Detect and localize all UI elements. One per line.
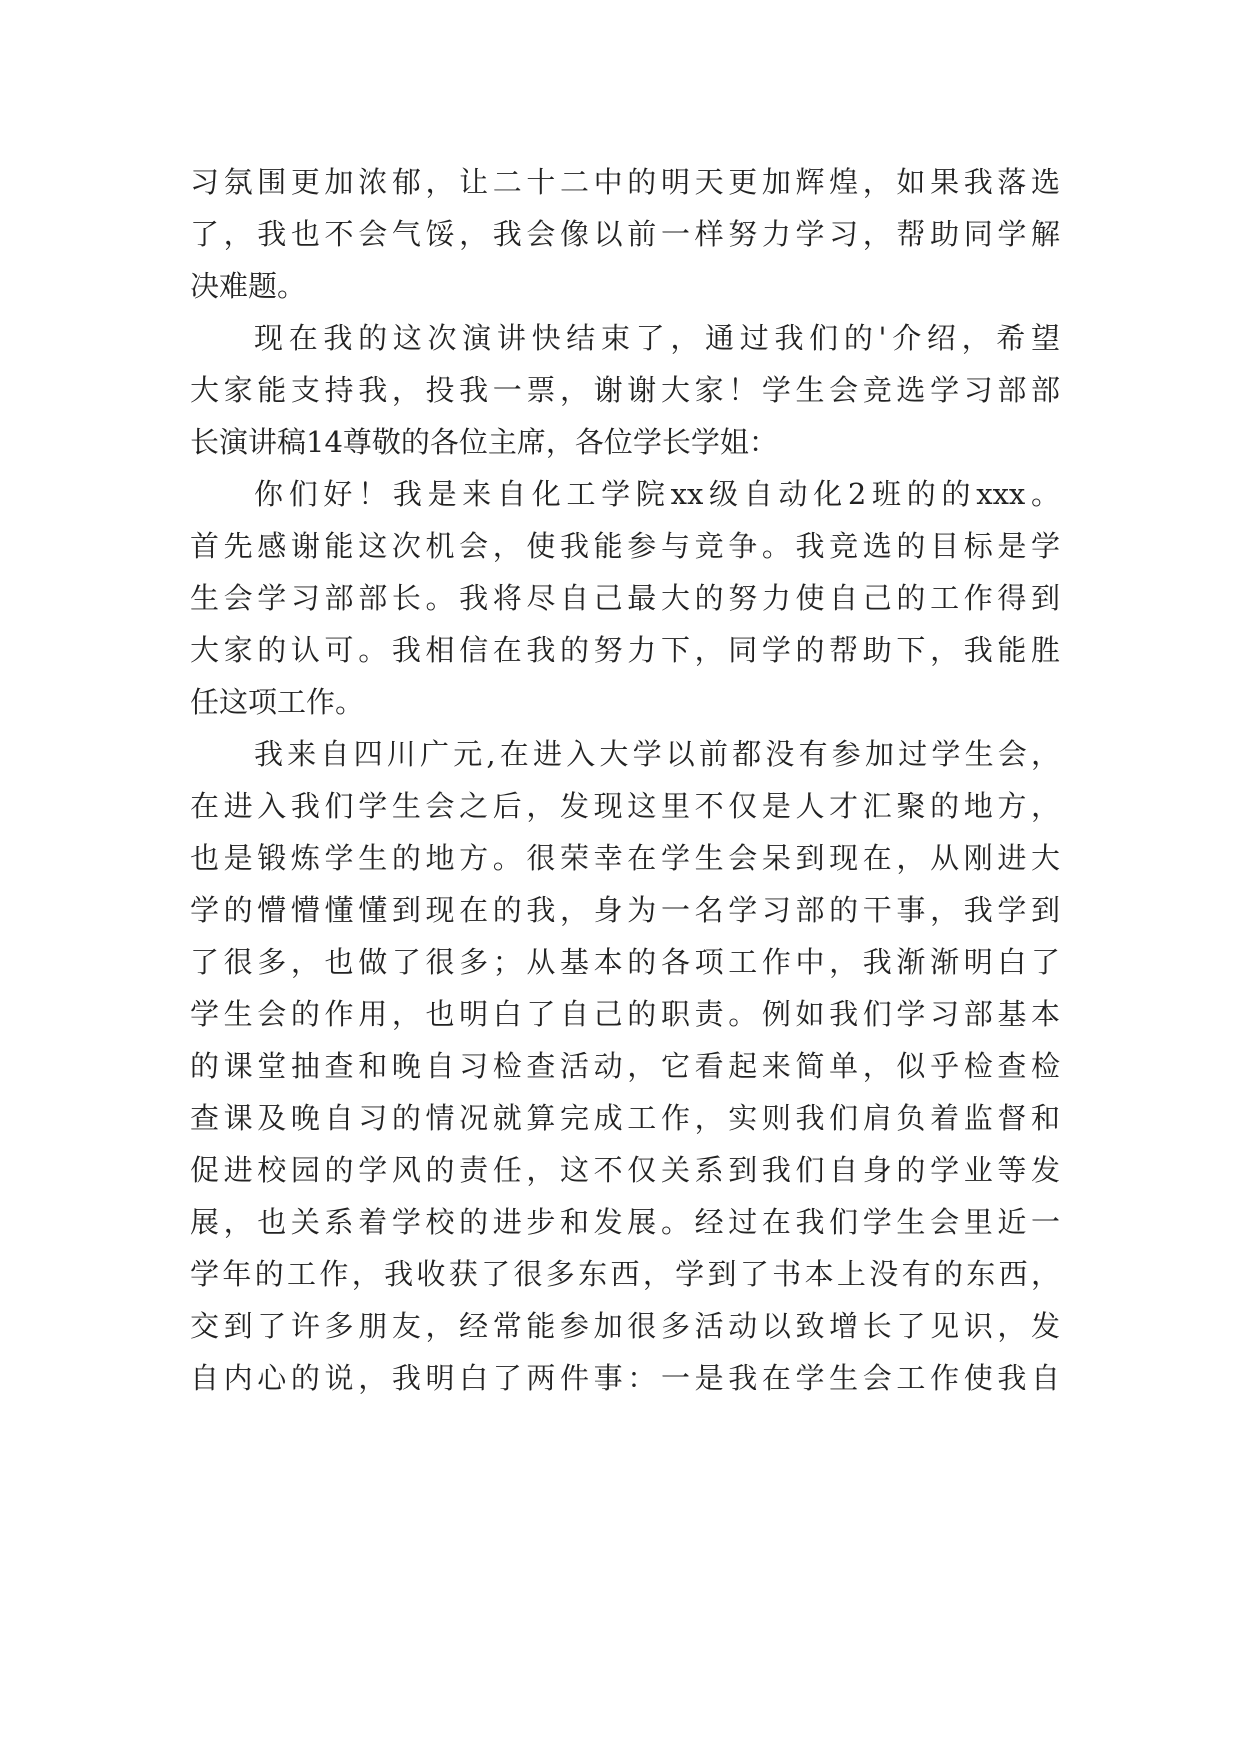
text-line: 促进校园的学风的责任，这不仅关系到我们自身的学业等发: [190, 1153, 1060, 1187]
text-line: 大家的认可。我相信在我的努力下，同学的帮助下，我能胜: [190, 633, 1060, 667]
text-line: 了很多，也做了很多；从基本的各项工作中，我渐渐明白了: [190, 945, 1060, 979]
text-line: 学生会的作用，也明白了自己的职责。例如我们学习部基本: [190, 997, 1060, 1031]
text-line: 自内心的说，我明白了两件事：一是我在学生会工作使我自: [190, 1361, 1060, 1395]
text-line: 决难题。: [190, 269, 307, 303]
text-line: 你们好！我是来自化工学院xx级自动化2班的的xxx。: [254, 477, 1060, 511]
text-line: 长演讲稿14尊敬的各位主席，各位学长学姐：: [190, 425, 778, 459]
text-line: 习氛围更加浓郁，让二十二中的明天更加辉煌，如果我落选: [190, 165, 1060, 199]
text-line: 首先感谢能这次机会，使我能参与竞争。我竞选的目标是学: [190, 529, 1060, 563]
text-line: 生会学习部部长。我将尽自己最大的努力使自己的工作得到: [190, 581, 1060, 615]
text-line: 在进入我们学生会之后，发现这里不仅是人才汇聚的地方，: [190, 789, 1060, 823]
text-line: 大家能支持我，投我一票，谢谢大家！学生会竞选学习部部: [190, 373, 1060, 407]
body-text: [190, 156, 1060, 1404]
text-line: 了，我也不会气馁，我会像以前一样努力学习，帮助同学解: [190, 217, 1060, 251]
text-line: 我来自四川广元,在进入大学以前都没有参加过学生会，: [254, 737, 1060, 771]
text-line: 展，也关系着学校的进步和发展。经过在我们学生会里近一: [190, 1205, 1060, 1239]
text-line: 学的懵懵懂懂到现在的我，身为一名学习部的干事，我学到: [190, 893, 1060, 927]
text-line: 学年的工作，我收获了很多东西，学到了书本上没有的东西，: [190, 1257, 1060, 1291]
text-line: 也是锻炼学生的地方。很荣幸在学生会呆到现在，从刚进大: [190, 841, 1060, 875]
text-line: 查课及晚自习的情况就算完成工作，实则我们肩负着监督和: [190, 1101, 1060, 1135]
text-line: 交到了许多朋友，经常能参加很多活动以致增长了见识，发: [190, 1309, 1060, 1343]
text-line: 现在我的这次演讲快结束了，通过我们的'介绍，希望: [254, 321, 1060, 355]
text-line: 的课堂抽查和晚自习检查活动，它看起来简单，似乎检查检: [190, 1049, 1060, 1083]
text-line: 任这项工作。: [190, 685, 365, 719]
